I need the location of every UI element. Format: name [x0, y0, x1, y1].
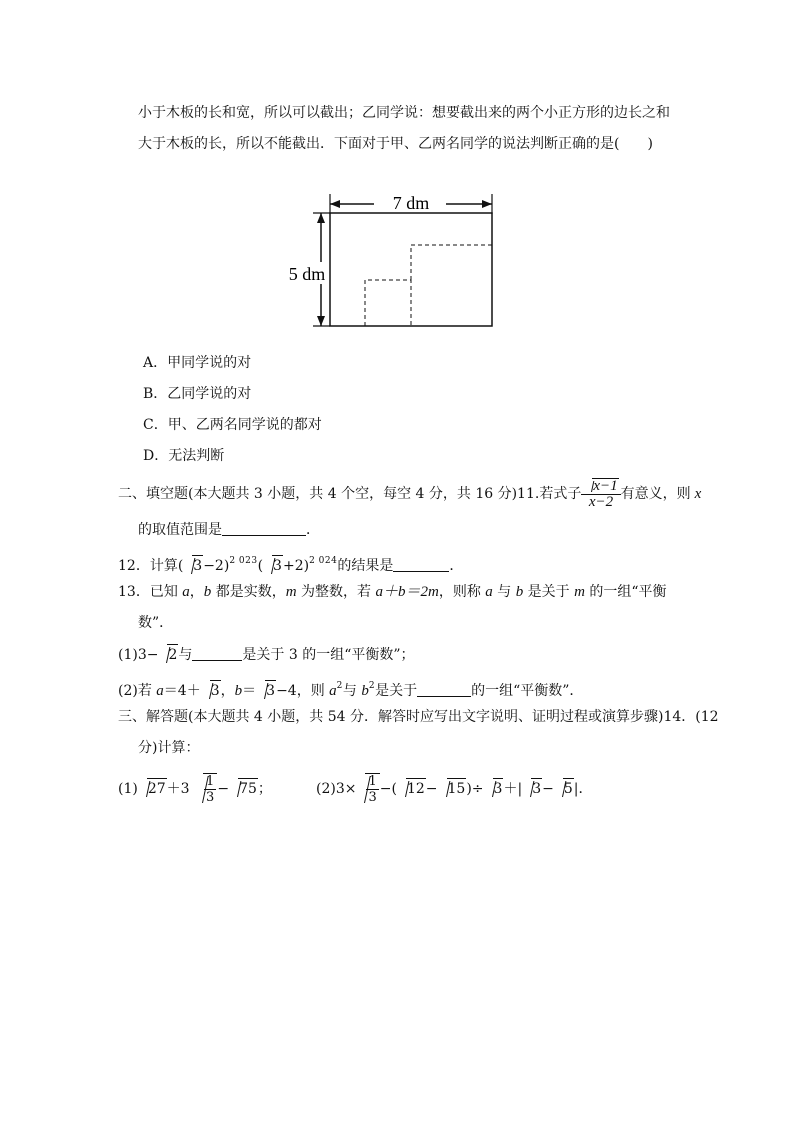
q10-text-line1: 小于木板的长和宽，所以可以截出；乙同学说：想要截出来的两个小正方形的边长之和 [138, 105, 670, 121]
q12-line: 12．计算( 3−2)$^{2 023}$( 3+2)$^{2 024}$的结果是 ． [118, 556, 464, 574]
height-arrow-bottom [317, 316, 325, 326]
board-figure [280, 186, 510, 336]
option-a[interactable]: A．甲同学说的对 [143, 355, 252, 371]
q11-line2: 的取值范围是 ． [138, 522, 320, 538]
section3-line2: 分)计算： [138, 740, 200, 756]
option-b[interactable]: B．乙同学说的对 [143, 386, 252, 402]
q13-part1: (1)3− 2与 是关于 3 的一组“平衡数”； [118, 644, 415, 665]
q14-part2: (2)3× $\frac{1}{3}$ −( 12− 15)÷ 3＋| 3− 5|． [316, 774, 593, 805]
q13-line2: 数”． [138, 615, 174, 631]
width-arrow-left [330, 200, 340, 208]
width-label: 7 dm [392, 193, 430, 213]
q12-answer-blank[interactable] [393, 557, 449, 572]
q11-fraction: $\frac{x-1}{x-2}$ [581, 478, 620, 510]
section2-heading: 二、填空题(本大题共 3 小题，共 4 个空，每空 4 分，共 16 分)11.若式子 $\frac{x-1}{x-2}$ 有意义，则 x [118, 478, 702, 510]
q13-part2: (2)若 a＝4＋ 3，b＝ 3−4，则 $a^2$与 $b^2$是关于 的一组“平衡数”． [118, 681, 584, 699]
q13-line1: 13．已知 a，b 都是实数，m 为整数，若 a＋b＝2m，则称 a 与 b 是关于 m 的一组“平衡 [118, 584, 667, 600]
q11-answer-blank[interactable] [222, 521, 306, 536]
q10-text-line2: 大于木板的长，所以不能截出．下面对于甲、乙两名同学的说法判断正确的是( ) [138, 136, 653, 152]
option-c[interactable]: C．甲、乙两名同学说的都对 [143, 417, 322, 433]
q13-part2-blank[interactable] [417, 682, 471, 697]
option-d[interactable]: D．无法判断 [143, 448, 225, 464]
large-square-dashed [411, 245, 492, 280]
small-square-dashed [365, 280, 411, 326]
section3-heading: 三、解答题(本大题共 4 小题，共 54 分．解答时应写出文字说明、证明过程或演算步骤)14．(12 [118, 709, 719, 725]
q14-part1: (1) 27＋3 $\frac{1}{3}$ − 75； [118, 774, 272, 805]
q13-part1-blank[interactable] [192, 646, 242, 661]
height-arrow-top [317, 213, 325, 223]
width-arrow-right [482, 200, 492, 208]
height-label: 5 dm [288, 264, 326, 284]
